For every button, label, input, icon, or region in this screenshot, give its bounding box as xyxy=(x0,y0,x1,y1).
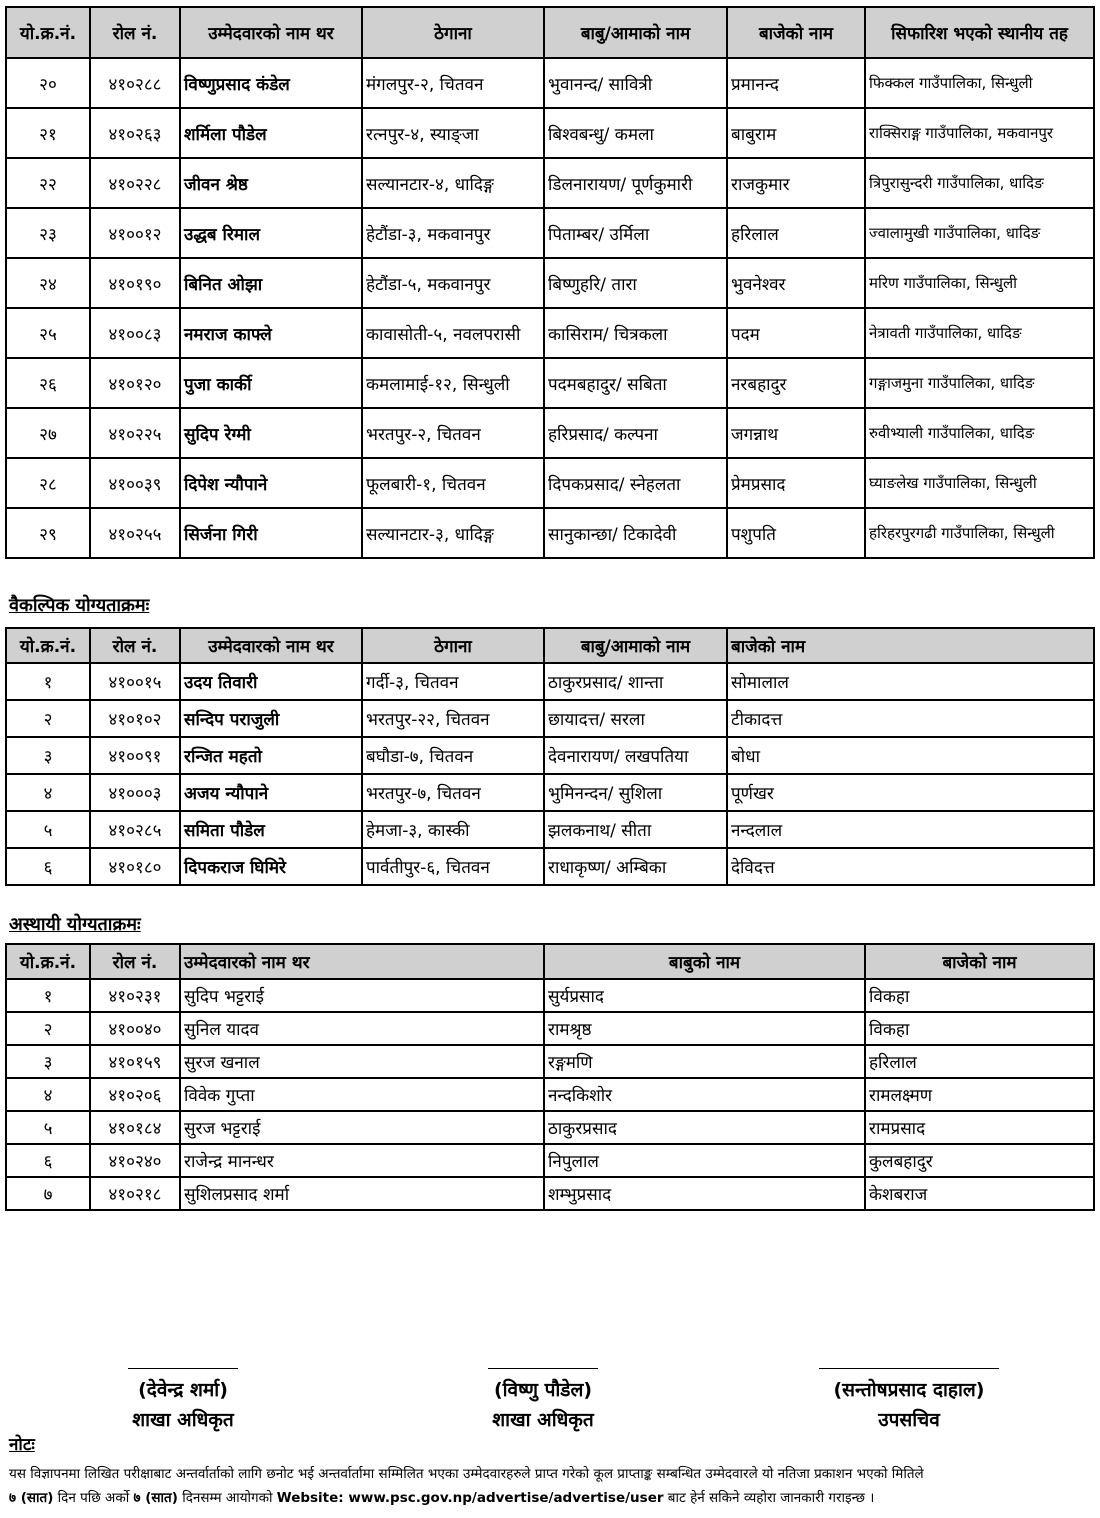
cell-parents: सानुकान्छा/ टिकादेवी xyxy=(544,508,727,558)
table-row xyxy=(6,848,1094,885)
note-text-part-4: बाट हेर्न सकिने व्यहोरा जानकारी गराइन्छ । xyxy=(663,1490,875,1506)
header-parents: बाबु/आमाको नाम xyxy=(544,628,727,663)
cell-serial: ४ xyxy=(6,774,90,811)
table-row xyxy=(6,737,1094,774)
header-parents: बाबु/आमाको नाम xyxy=(544,7,727,58)
cell-roll: ४१०००३ xyxy=(90,774,180,811)
header-roll: रोल नं. xyxy=(90,628,180,663)
cell-parents: झलकनाथ/ सीता xyxy=(544,811,727,848)
cell-name: सुरज भट्टराई xyxy=(180,1111,544,1144)
temp-table-header xyxy=(6,944,1094,979)
cell-name: सन्दिप पराजुली xyxy=(180,700,362,737)
cell-grandfather: प्रेमप्रसाद xyxy=(727,458,865,508)
cell-serial: २८ xyxy=(6,458,90,508)
cell-address: गर्दी-३, चितवन xyxy=(362,663,544,700)
cell-serial: २७ xyxy=(6,408,90,458)
header-grandfather: बाजेको नाम xyxy=(727,7,865,58)
cell-grandfather: सोमालाल xyxy=(727,663,1094,700)
temp-section-title: अस्थायी योग्यताक्रमः xyxy=(9,914,141,935)
signatory-title: उपसचिव xyxy=(878,1409,940,1431)
cell-roll: ४१०२२८ xyxy=(90,158,180,208)
table-row xyxy=(6,774,1094,811)
alt-section-title: वैकल्पिक योग्यताक्रमः xyxy=(9,595,150,616)
cell-serial: २२ xyxy=(6,158,90,208)
cell-father: रामश्रृष्ठ xyxy=(544,1012,865,1045)
note-website-link[interactable]: Website: www.psc.gov.np/advertise/advertise/user xyxy=(276,1490,664,1506)
header-address: ठेगाना xyxy=(362,7,544,58)
cell-roll: ४१०१२० xyxy=(90,358,180,408)
table-row xyxy=(6,1045,1094,1078)
cell-parents: बिश्वबन्धु/ कमला xyxy=(544,108,727,158)
table-row xyxy=(6,208,1094,258)
table-row xyxy=(6,458,1094,508)
cell-grandfather: हरिलाल xyxy=(727,208,865,258)
cell-local-level: नेत्रावती गाउँपालिका, धादिङ xyxy=(865,308,1094,358)
table-row xyxy=(6,158,1094,208)
main-table-body xyxy=(6,58,1094,558)
table-row xyxy=(6,1078,1094,1111)
cell-name: उद्धब रिमाल xyxy=(180,208,362,258)
cell-name: सुदिप रेग्मी xyxy=(180,408,362,458)
header-grandfather: बाजेको नाम xyxy=(865,944,1094,979)
header-roll: रोल नं. xyxy=(90,944,180,979)
temp-merit-table xyxy=(5,943,1095,1211)
cell-name: दिपकराज घिमिरे xyxy=(180,848,362,885)
cell-serial: २ xyxy=(6,1012,90,1045)
alt-table-body xyxy=(6,663,1094,885)
cell-serial: ३ xyxy=(6,737,90,774)
cell-serial: ५ xyxy=(6,1111,90,1144)
cell-roll: ४१०२८८ xyxy=(90,58,180,108)
cell-address: फूलबारी-१, चितवन xyxy=(362,458,544,508)
cell-grandfather: प्रमानन्द xyxy=(727,58,865,108)
signature-block-1 xyxy=(43,1368,323,1435)
cell-serial: ५ xyxy=(6,811,90,848)
header-serial: यो.क्र.नं. xyxy=(6,7,90,58)
cell-serial: ७ xyxy=(6,1177,90,1210)
header-father: बाबुको नाम xyxy=(544,944,865,979)
cell-name: बिनित ओझा xyxy=(180,258,362,308)
cell-address: भरतपुर-७, चितवन xyxy=(362,774,544,811)
cell-local-level: राक्सिराङ्ग गाउँपालिका, मकवानपुर xyxy=(865,108,1094,158)
cell-grandfather: बाबुराम xyxy=(727,108,865,158)
signature-block-2 xyxy=(403,1368,683,1435)
cell-name: विष्णुप्रसाद कंडेल xyxy=(180,58,362,108)
cell-local-level: गङ्गाजमुना गाउँपालिका, धादिङ xyxy=(865,358,1094,408)
cell-grandfather: टीकादत्त xyxy=(727,700,1094,737)
table-row xyxy=(6,1111,1094,1144)
header-serial: यो.क्र.नं. xyxy=(6,944,90,979)
cell-address: सल्यानटार-३, धादिङ्ग xyxy=(362,508,544,558)
header-name: उम्मेदवारको नाम थर xyxy=(180,7,362,58)
cell-roll: ४१०१८० xyxy=(90,848,180,885)
cell-parents: छायादत्त/ सरला xyxy=(544,700,727,737)
cell-parents: डिलनारायण/ पूर्णकुमारी xyxy=(544,158,727,208)
cell-roll: ४१०२८५ xyxy=(90,811,180,848)
cell-local-level: ज्वालामुखी गाउँपालिका, धादिङ xyxy=(865,208,1094,258)
cell-address: हेटौंडा-३, मकवानपुर xyxy=(362,208,544,258)
cell-name: दिपेश न्यौपाने xyxy=(180,458,362,508)
header-name: उम्मेदवारको नाम थर xyxy=(180,944,544,979)
signatory-title: शाखा अधिकृत xyxy=(132,1409,234,1431)
cell-roll: ४१०२१८ xyxy=(90,1177,180,1210)
cell-father: रङ्गमणि xyxy=(544,1045,865,1078)
header-row xyxy=(6,628,1094,663)
cell-local-level: हरिहरपुरगढी गाउँपालिका, सिन्धुली xyxy=(865,508,1094,558)
cell-parents: हरिप्रसाद/ कल्पना xyxy=(544,408,727,458)
alt-merit-table xyxy=(5,627,1095,886)
signature-line xyxy=(488,1368,598,1369)
header-name: उम्मेदवारको नाम थर xyxy=(180,628,362,663)
cell-grandfather: देविदत्त xyxy=(727,848,1094,885)
cell-name: नमराज काफ्ले xyxy=(180,308,362,358)
cell-address: भरतपुर-२, चितवन xyxy=(362,408,544,458)
cell-serial: २६ xyxy=(6,358,90,408)
cell-address: बघौडा-७, चितवन xyxy=(362,737,544,774)
signature-line xyxy=(128,1368,238,1369)
table-row xyxy=(6,108,1094,158)
cell-roll: ४१०१०२ xyxy=(90,700,180,737)
cell-serial: २३ xyxy=(6,208,90,258)
cell-grandfather: पदम xyxy=(727,308,865,358)
header-serial: यो.क्र.नं. xyxy=(6,628,90,663)
cell-parents: पिताम्बर/ उर्मिला xyxy=(544,208,727,258)
cell-grandfather: भुवनेश्वर xyxy=(727,258,865,308)
temp-table-body xyxy=(6,979,1094,1210)
cell-serial: १ xyxy=(6,979,90,1012)
cell-name: पुजा कार्की xyxy=(180,358,362,408)
note-text-part-2: दिन पछि अर्को xyxy=(53,1490,134,1506)
cell-grandfather: नरबहादुर xyxy=(727,358,865,408)
cell-serial: २४ xyxy=(6,258,90,308)
cell-roll: ४१०२५५ xyxy=(90,508,180,558)
note-label: नोटः xyxy=(9,1435,35,1455)
cell-roll: ४१०२२५ xyxy=(90,408,180,458)
cell-address: कावासोती-५, नवलपरासी xyxy=(362,308,544,358)
cell-parents: बिष्णुहरि/ तारा xyxy=(544,258,727,308)
cell-father: नन्दकिशोर xyxy=(544,1078,865,1111)
cell-roll: ४१००४० xyxy=(90,1012,180,1045)
note-text-part-1: यस विज्ञापनमा लिखित परीक्षाबाट अन्तर्वार्ताको लागि छनोट भई अन्तर्वार्तामा सम्मिलित भएका उम्मेदवारहरुले प्राप्त गरेको कूल प्राप्ताङ्क सम्बन्धित उम्मेदवारले यो नतिजा प्रकाशन भएको मितिले xyxy=(9,1466,924,1482)
cell-name: सुशिलप्रसाद शर्मा xyxy=(180,1177,544,1210)
cell-grandfather: पूर्णखर xyxy=(727,774,1094,811)
note-bold-days-1: ७ (सात) xyxy=(9,1490,54,1506)
cell-grandfather: नन्दलाल xyxy=(727,811,1094,848)
alt-table-header xyxy=(6,628,1094,663)
cell-grandfather: रामलक्ष्मण xyxy=(865,1078,1094,1111)
signatory-name: (विष्णु पौडेल) xyxy=(493,1379,593,1401)
cell-father: शम्भुप्रसाद xyxy=(544,1177,865,1210)
table-row xyxy=(6,1177,1094,1210)
cell-parents: पदमबहादुर/ सबिता xyxy=(544,358,727,408)
cell-name: राजेन्द्र मानन्धर xyxy=(180,1144,544,1177)
cell-roll: ४१००९१ xyxy=(90,737,180,774)
signatory-title: शाखा अधिकृत xyxy=(492,1409,594,1431)
cell-roll: ४१००८३ xyxy=(90,308,180,358)
cell-father: सुर्यप्रसाद xyxy=(544,979,865,1012)
cell-name: अजय न्यौपाने xyxy=(180,774,362,811)
cell-name: शर्मिला पौडेल xyxy=(180,108,362,158)
cell-local-level: त्रिपुरासुन्दरी गाउँपालिका, धादिङ xyxy=(865,158,1094,208)
cell-roll: ४१०२३१ xyxy=(90,979,180,1012)
cell-grandfather: जगन्नाथ xyxy=(727,408,865,458)
cell-name: सुरज खनाल xyxy=(180,1045,544,1078)
cell-roll: ४१००१५ xyxy=(90,663,180,700)
cell-grandfather: रामप्रसाद xyxy=(865,1111,1094,1144)
cell-serial: ३ xyxy=(6,1045,90,1078)
cell-address: रत्नपुर-४, स्याङ्जा xyxy=(362,108,544,158)
signature-line xyxy=(819,1368,999,1369)
cell-local-level: रुवीभ्याली गाउँपालिका, धादिङ xyxy=(865,408,1094,458)
signatory-name: (देवेन्द्र शर्मा) xyxy=(138,1379,228,1401)
cell-parents: भुमिनन्दन/ सुशिला xyxy=(544,774,727,811)
table-row xyxy=(6,1012,1094,1045)
cell-parents: कासिराम/ चित्रकला xyxy=(544,308,727,358)
note-text xyxy=(9,1462,1094,1510)
cell-name: सिर्जना गिरी xyxy=(180,508,362,558)
cell-roll: ४१०१५९ xyxy=(90,1045,180,1078)
cell-serial: २१ xyxy=(6,108,90,158)
signature-block-3 xyxy=(769,1368,1049,1435)
cell-grandfather: कुलबहादुर xyxy=(865,1144,1094,1177)
header-roll: रोल नं. xyxy=(90,7,180,58)
cell-address: हेटौंडा-५, मकवानपुर xyxy=(362,258,544,308)
cell-address: हेमजा-३, कास्की xyxy=(362,811,544,848)
cell-father: निपुलाल xyxy=(544,1144,865,1177)
cell-serial: ६ xyxy=(6,1144,90,1177)
cell-name: सुदिप भट्टराई xyxy=(180,979,544,1012)
cell-name: जीवन श्रेष्ठ xyxy=(180,158,362,208)
cell-grandfather: बोधा xyxy=(727,737,1094,774)
cell-address: मंगलपुर-२, चितवन xyxy=(362,58,544,108)
cell-serial: १ xyxy=(6,663,90,700)
signatory-name: (सन्तोषप्रसाद दाहाल) xyxy=(833,1379,985,1401)
cell-grandfather: केशबराज xyxy=(865,1177,1094,1210)
cell-serial: २५ xyxy=(6,308,90,358)
cell-serial: ४ xyxy=(6,1078,90,1111)
cell-name: समिता पौडेल xyxy=(180,811,362,848)
note-bold-days-2: ७ (सात) xyxy=(133,1490,178,1506)
cell-grandfather: विकहा xyxy=(865,1012,1094,1045)
table-row xyxy=(6,979,1094,1012)
cell-address: कमलामाई-१२, सिन्धुली xyxy=(362,358,544,408)
cell-name: विवेक गुप्ता xyxy=(180,1078,544,1111)
cell-parents: राधाकृष्ण/ अम्बिका xyxy=(544,848,727,885)
cell-grandfather: हरिलाल xyxy=(865,1045,1094,1078)
main-table-header xyxy=(6,7,1094,58)
header-local-level: सिफारिश भएको स्थानीय तह xyxy=(865,7,1094,58)
table-row xyxy=(6,1144,1094,1177)
table-row xyxy=(6,408,1094,458)
header-row xyxy=(6,7,1094,58)
cell-roll: ४१०१८४ xyxy=(90,1111,180,1144)
note-text-part-3: दिनसम्म आयोगको xyxy=(177,1490,277,1506)
header-row xyxy=(6,944,1094,979)
table-row xyxy=(6,508,1094,558)
cell-grandfather: विकहा xyxy=(865,979,1094,1012)
table-row xyxy=(6,700,1094,737)
header-address: ठेगाना xyxy=(362,628,544,663)
main-result-table xyxy=(5,6,1095,559)
cell-parents: देवनारायण/ लखपतिया xyxy=(544,737,727,774)
cell-grandfather: राजकुमार xyxy=(727,158,865,208)
cell-roll: ४१००३९ xyxy=(90,458,180,508)
cell-local-level: मरिण गाउँपालिका, सिन्धुली xyxy=(865,258,1094,308)
cell-roll: ४१०२६३ xyxy=(90,108,180,158)
cell-name: सुनिल यादव xyxy=(180,1012,544,1045)
cell-name: उदय तिवारी xyxy=(180,663,362,700)
cell-address: भरतपुर-२२, चितवन xyxy=(362,700,544,737)
cell-roll: ४१०२०६ xyxy=(90,1078,180,1111)
cell-grandfather: पशुपति xyxy=(727,508,865,558)
cell-parents: ठाकुरप्रसाद/ शान्ता xyxy=(544,663,727,700)
cell-parents: दिपकप्रसाद/ स्नेहलता xyxy=(544,458,727,508)
cell-address: सल्यानटार-४, धादिङ्ग xyxy=(362,158,544,208)
cell-parents: भुवानन्द/ सावित्री xyxy=(544,58,727,108)
cell-roll: ४१०२४० xyxy=(90,1144,180,1177)
cell-father: ठाकुरप्रसाद xyxy=(544,1111,865,1144)
table-row xyxy=(6,258,1094,308)
cell-serial: ६ xyxy=(6,848,90,885)
table-row xyxy=(6,58,1094,108)
cell-serial: २९ xyxy=(6,508,90,558)
header-grandfather: बाजेको नाम xyxy=(727,628,1094,663)
table-row xyxy=(6,308,1094,358)
cell-name: रन्जित महतो xyxy=(180,737,362,774)
cell-roll: ४१०१९० xyxy=(90,258,180,308)
cell-local-level: घ्याङलेख गाउँपालिका, सिन्धुली xyxy=(865,458,1094,508)
cell-local-level: फिक्कल गाउँपालिका, सिन्धुली xyxy=(865,58,1094,108)
table-row xyxy=(6,663,1094,700)
cell-address: पार्वतीपुर-६, चितवन xyxy=(362,848,544,885)
cell-roll: ४१००१२ xyxy=(90,208,180,258)
table-row xyxy=(6,358,1094,408)
cell-serial: २ xyxy=(6,700,90,737)
cell-serial: २० xyxy=(6,58,90,108)
table-row xyxy=(6,811,1094,848)
